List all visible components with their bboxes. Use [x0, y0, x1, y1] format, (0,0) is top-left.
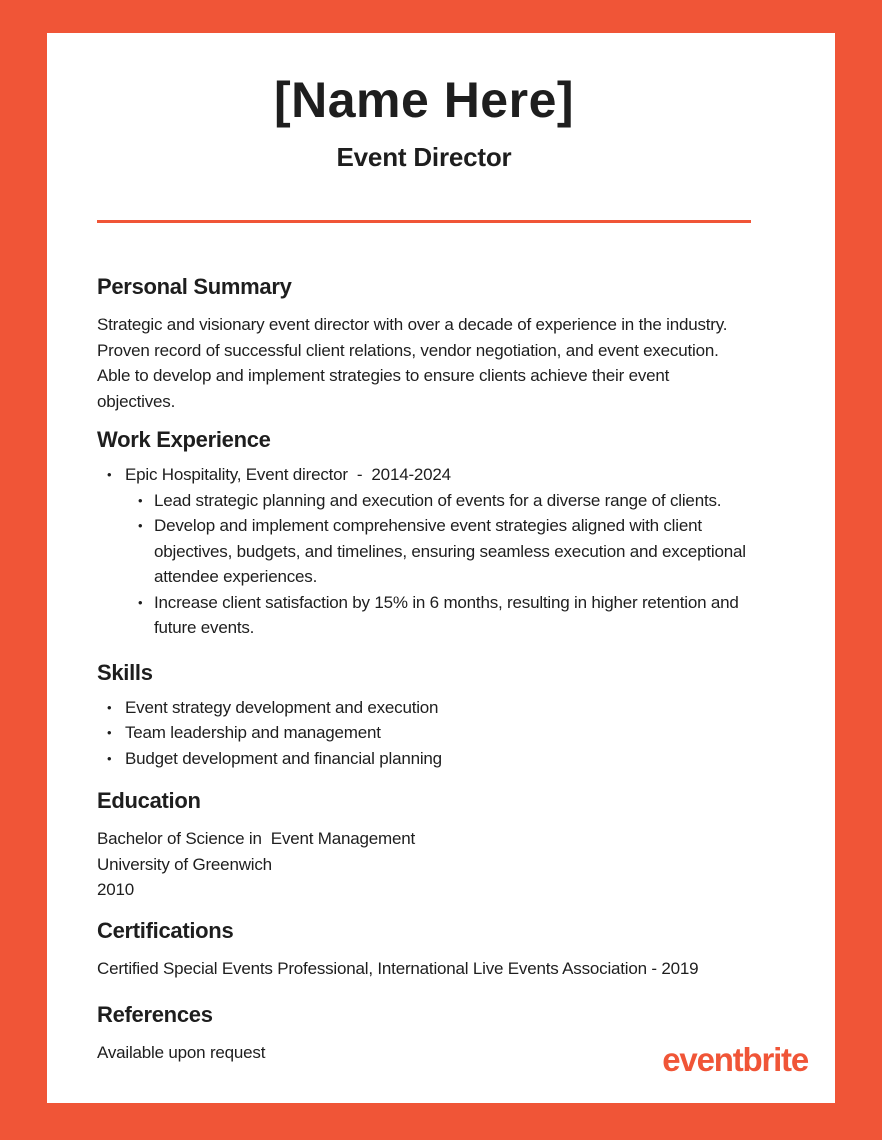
- resume-header: [97, 71, 751, 173]
- references-heading: References: [97, 1002, 213, 1027]
- education-details: [97, 826, 751, 903]
- bullet-icon: •: [138, 594, 143, 610]
- resume-sheet: [47, 33, 835, 1103]
- bullet-icon: •: [138, 492, 143, 508]
- bullet-icon: •: [107, 750, 112, 766]
- personal-summary-text: Strategic and visionary event director with over a decade of experience in the industry. Proven record of successful client relations, vendor negotiation, and event execution. Able to develop and implement strategies to ensure clients achieve their event objectives.: [97, 315, 728, 411]
- skills-heading: Skills: [97, 659, 153, 685]
- section-work-experience: [97, 426, 751, 641]
- work-job-item: [97, 462, 751, 488]
- job-role-subtitle: Event Director: [336, 142, 512, 172]
- bullet-icon: •: [138, 518, 143, 533]
- education-school: University of Greenwich: [97, 854, 272, 874]
- references-text: Available upon request: [97, 1043, 266, 1062]
- certifications-heading: Certifications: [97, 917, 234, 943]
- name-placeholder: [Name Here]: [273, 72, 575, 128]
- section-personal-summary: [97, 273, 751, 414]
- education-degree: Bachelor of Science in Event Management: [97, 829, 416, 848]
- skill-item: [97, 720, 751, 746]
- section-certifications: [97, 917, 751, 982]
- work-bullet-item: [97, 488, 751, 514]
- education-heading: Education: [97, 788, 201, 813]
- work-bullet-text: Develop and implement comprehensive event strategies aligned with client objectives, budgets, and timelines, ensuring seamless execution and exceptional attendee experiences.: [154, 516, 746, 586]
- skill-text: Team leadership and management: [125, 723, 381, 742]
- certifications-text: Certified Special Events Professional, International Live Events Association - 2019: [97, 958, 699, 978]
- skill-text: Event strategy development and execution: [125, 697, 439, 717]
- work-bullet-item: [97, 590, 751, 641]
- work-job-title: Epic Hospitality, Event director - 2014-2024: [125, 465, 451, 484]
- work-bullet-text: Lead strategic planning and execution of events for a diverse range of clients.: [154, 490, 722, 510]
- eventbrite-logo: eventbrite: [662, 1041, 808, 1078]
- skill-item: [97, 695, 751, 721]
- education-year: 2010: [97, 880, 135, 899]
- skill-text: Budget development and financial planning: [125, 748, 442, 768]
- bullet-icon: •: [107, 725, 112, 740]
- section-skills: [97, 659, 751, 772]
- bullet-icon: •: [107, 467, 112, 482]
- section-references: [97, 1001, 751, 1066]
- header-divider: [97, 220, 751, 223]
- section-education: [97, 787, 751, 903]
- bullet-icon: •: [107, 699, 112, 715]
- skills-list: [97, 695, 751, 772]
- work-bullet-item: [97, 513, 751, 590]
- work-experience-list: [97, 462, 751, 641]
- work-experience-heading: Work Experience: [97, 427, 271, 452]
- personal-summary-heading: Personal Summary: [97, 274, 292, 299]
- skill-item: [97, 746, 751, 772]
- work-bullet-text: Increase client satisfaction by 15% in 6 months, resulting in higher retention and future events.: [154, 592, 739, 637]
